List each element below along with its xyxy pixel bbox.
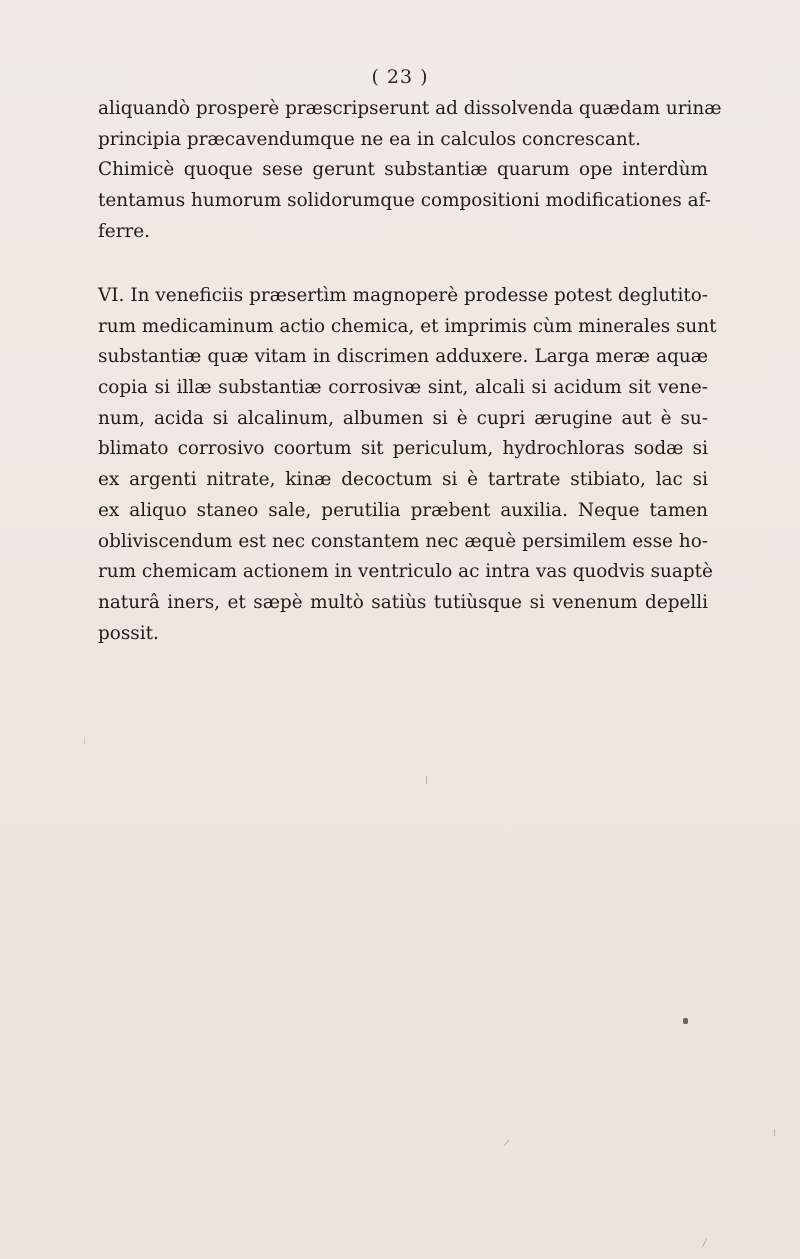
text-line: blimato corrosivo coortum sit periculum, hydrochloras sodæ si (98, 438, 708, 460)
text-line: possit. (98, 622, 159, 644)
text-line: principia præcavendumque ne ea in calculos concrescant. (98, 128, 641, 150)
text-line: tentamus humorum solidorumque compositioni modificationes af- (98, 190, 711, 212)
paper-speck (426, 776, 427, 784)
text-line: num, acida si alcalinum, albumen si è cupri ærugine aut è su- (98, 407, 708, 429)
paper-speck (702, 1238, 707, 1247)
text-line: rum chemicam actionem in ventriculo ac intra vas quodvis suaptè (98, 561, 713, 583)
paper-speck (683, 1018, 688, 1024)
text-line: rum medicaminum actio chemica, et imprimis cùm minerales sunt (98, 315, 717, 337)
text-line: ex argenti nitrate, kinæ decoctum si è tartrate stibiato, lac si (98, 469, 708, 491)
paper-speck (84, 737, 85, 744)
text-line: ex aliquo staneo sale, perutilia præbent auxilia. Neque tamen (98, 499, 708, 521)
paper-speck (774, 1129, 775, 1136)
text-line: naturâ iners, et sæpè multò satiùs tutiùsque si venenum depelli (98, 591, 708, 613)
text-line: VI. In veneficiis præsertìm magnoperè prodesse potest deglutito- (98, 285, 708, 306)
paragraph-1 (98, 94, 722, 247)
text-line: aliquandò prosperè præscripserunt ad dissolvenda quædam urinæ (98, 98, 722, 119)
text-line: Chimicè quoque sese gerunt substantiæ quarum ope interdùm (98, 159, 708, 181)
paragraph-2 (98, 281, 717, 649)
text-line: copia si illæ substantiæ corrosivæ sint, alcali si acidum sit vene- (98, 377, 708, 399)
paper-speck (504, 1140, 510, 1147)
text-line: obliviscendum est nec constantem nec æquè persimilem esse ho- (98, 530, 708, 552)
page-number: ( 23 ) (371, 66, 429, 88)
text-line: substantiæ quæ vitam in discrimen adduxere. Larga meræ aquæ (98, 346, 708, 368)
text-line: ferre. (98, 220, 151, 242)
